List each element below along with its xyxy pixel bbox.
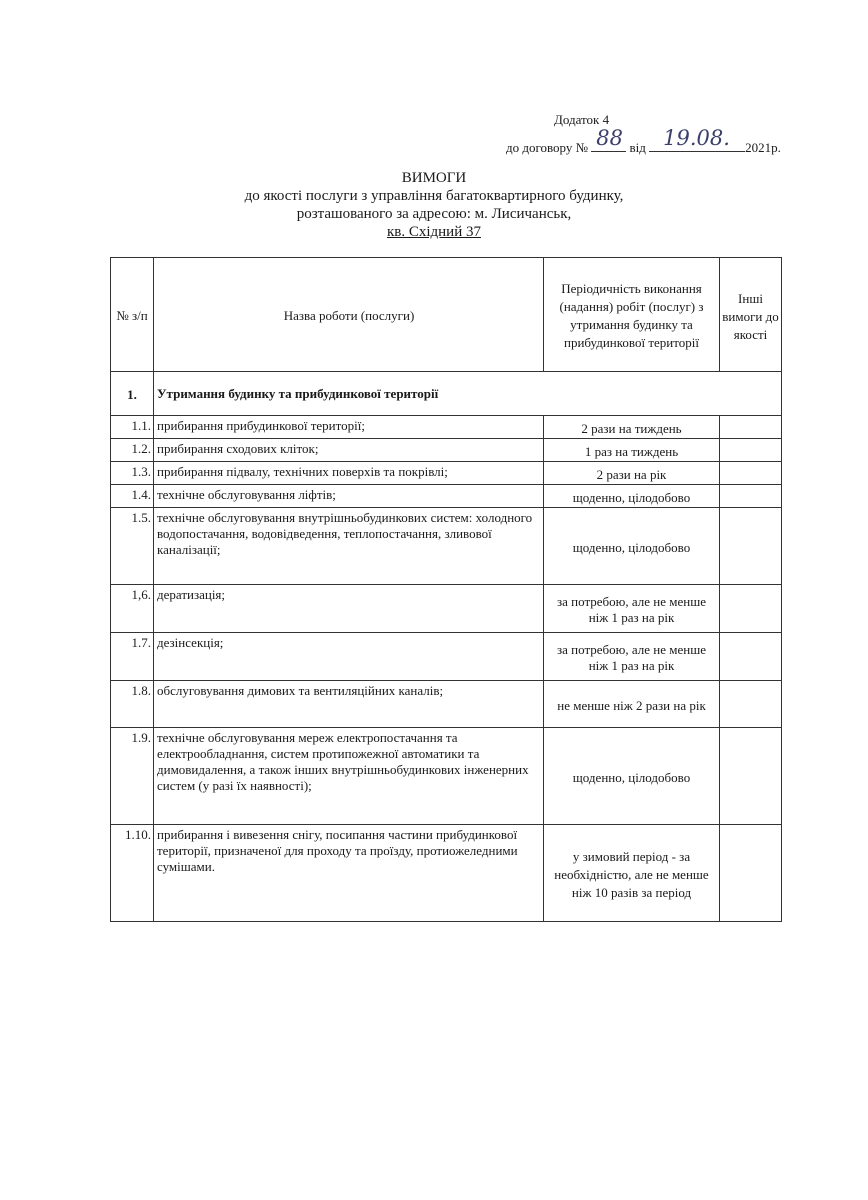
- section-row: [111, 372, 782, 416]
- col-name-header: Назва роботи (послуги): [154, 258, 544, 372]
- row-period: за потребою, але не менше ніж 1 раз на рік: [544, 585, 720, 633]
- row-period: 2 рази на тиждень: [544, 416, 720, 439]
- contract-number-blank: [591, 126, 626, 152]
- table-row: [111, 728, 782, 825]
- row-other: [720, 439, 782, 462]
- row-other: [720, 728, 782, 825]
- table-row: [111, 681, 782, 728]
- row-name: технічне обслуговування внутрішньобудинкових систем: холодного водопостачання, водовідведення, теплопостачання, зливової каналізації;: [154, 508, 544, 585]
- table-row: [111, 633, 782, 681]
- table-row: [111, 485, 782, 508]
- row-name: технічне обслуговування мереж електропостачання та електрообладнання, систем протипожежної автоматики та димовидалення, а також інших внутрішньобудинкових інженерних систем (у разі їх наявності);: [154, 728, 544, 825]
- row-number: 1.5.: [111, 508, 154, 585]
- address-text: кв. Східний 37: [386, 224, 481, 240]
- row-other: [720, 508, 782, 585]
- table-row: [111, 585, 782, 633]
- table-row: [111, 825, 782, 922]
- row-number: 1,6.: [111, 585, 154, 633]
- doc-subtitle-2: розташованого за адресою: м. Лисичанськ,: [296, 206, 572, 222]
- row-number: 1.7.: [111, 633, 154, 681]
- row-period: не менше ніж 2 рази на рік: [544, 681, 720, 728]
- row-period: щоденно, цілодобово: [544, 485, 720, 508]
- row-name: прибирання і вивезення снігу, посипання частини прибудинкової території, призначеної для проходу та проїзду, протиожеледними сумішами.: [154, 825, 544, 922]
- row-number: 1.10.: [111, 825, 154, 922]
- table-row: [111, 416, 782, 439]
- row-name: дератизація;: [154, 585, 544, 633]
- doc-title: ВИМОГИ: [401, 170, 467, 186]
- date-prefix: від: [629, 140, 646, 155]
- row-number: 1.3.: [111, 462, 154, 485]
- row-other: [720, 585, 782, 633]
- row-period: щоденно, цілодобово: [544, 728, 720, 825]
- row-other: [720, 485, 782, 508]
- row-name: прибирання підвалу, технічних поверхів та покрівлі;: [154, 462, 544, 485]
- row-number: 1.1.: [111, 416, 154, 439]
- row-period: щоденно, цілодобово: [544, 508, 720, 585]
- appendix-label: Додаток 4: [554, 112, 610, 127]
- row-period: 2 рази на рік: [544, 462, 720, 485]
- contract-line: [506, 126, 781, 156]
- table-row: [111, 462, 782, 485]
- row-number: 1.4.: [111, 485, 154, 508]
- col-number-header: № з/п: [111, 258, 154, 372]
- doc-address: [0, 224, 868, 241]
- row-period: 1 раз на тиждень: [544, 439, 720, 462]
- row-period: за потребою, але не менше ніж 1 раз на рік: [544, 633, 720, 681]
- row-other: [720, 462, 782, 485]
- row-name: дезінсекція;: [154, 633, 544, 681]
- row-other: [720, 681, 782, 728]
- row-other: [720, 825, 782, 922]
- contract-prefix: до договору №: [506, 140, 589, 155]
- year-suffix: 2021р.: [745, 140, 781, 155]
- table-row: [111, 508, 782, 585]
- row-name: прибирання сходових кліток;: [154, 439, 544, 462]
- section-number: 1.: [111, 372, 154, 416]
- row-number: 1.9.: [111, 728, 154, 825]
- row-period: у зимовий період - за необхідністю, але не менше ніж 10 разів за період: [544, 825, 720, 922]
- row-other: [720, 416, 782, 439]
- row-name: прибирання прибудинкової території;: [154, 416, 544, 439]
- row-name: технічне обслуговування ліфтів;: [154, 485, 544, 508]
- contract-date-blank: [649, 126, 745, 152]
- col-other-header: Інші вимоги до якості: [720, 258, 782, 372]
- row-number: 1.2.: [111, 439, 154, 462]
- row-number: 1.8.: [111, 681, 154, 728]
- table-row: [111, 439, 782, 462]
- col-period-header: Періодичність виконання (надання) робіт (послуг) з утримання будинку та прибудинкової території: [544, 258, 720, 372]
- contract-number: 88: [596, 126, 624, 150]
- section-title: Утримання будинку та прибудинкової території: [154, 372, 782, 416]
- requirements-table: [110, 257, 782, 922]
- doc-subtitle-1: до якості послуги з управління багатоквартирного будинку,: [244, 188, 624, 204]
- row-name: обслуговування димових та вентиляційних каналів;: [154, 681, 544, 728]
- row-other: [720, 633, 782, 681]
- table-header-row: [111, 258, 782, 372]
- contract-date: 19.08.: [663, 126, 730, 150]
